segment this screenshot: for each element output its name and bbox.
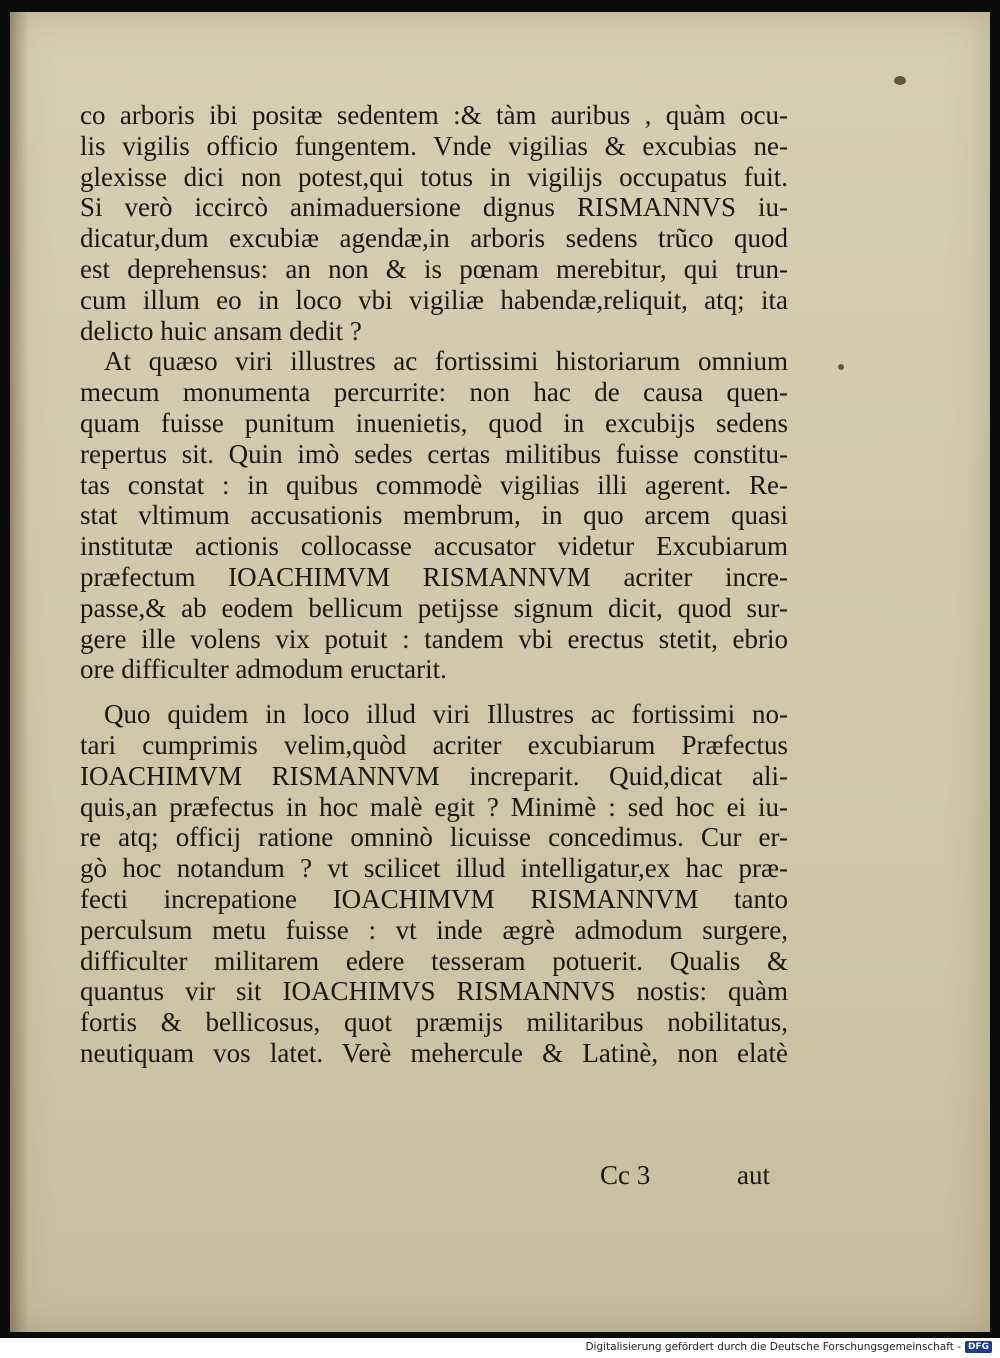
digitization-credit bbox=[585, 1341, 992, 1353]
page-gutter-shadow bbox=[10, 12, 28, 1332]
text-line: quam fuisse punitum inuenietis, quod in excubijs sedens bbox=[80, 407, 788, 438]
text-line: At quæso viri illustres ac fortissimi historiarum omnium bbox=[104, 346, 788, 377]
text-line: passe,& ab eodem bellicum petijsse signum dicit, quod sur- bbox=[80, 592, 788, 623]
text-line: gò hoc notandum ? vt scilicet illud intelligatur,ex hac præ- bbox=[80, 853, 788, 884]
catchword: aut bbox=[737, 1160, 770, 1190]
dfg-logo: DFG bbox=[965, 1341, 992, 1353]
signature-mark: Cc 3 bbox=[600, 1160, 651, 1190]
text-line: fortis & bellicosus, quot præmijs militaribus nobilitatus, bbox=[80, 1007, 788, 1038]
text-line: mecum monumenta percurrite: non hac de causa quen- bbox=[80, 377, 788, 408]
text-line: fecti increpatione IOACHIMVM RISMANNVM tanto bbox=[80, 883, 788, 914]
text-line: Si verò iccircò animaduersione dignus RISMANNVS iu- bbox=[80, 192, 788, 223]
text-line: ore difficulter admodum eructarit. bbox=[80, 654, 447, 685]
text-line: tas constat : in quibus commodè vigilias illi agerent. Re- bbox=[80, 469, 788, 500]
text-line: tari cumprimis velim,quòd acriter excubiarum Præfectus bbox=[80, 729, 788, 760]
text-line: re atq; officij ratione omninò licuisse concedimus. Cur er- bbox=[80, 822, 788, 853]
ink-dot-mark bbox=[838, 364, 844, 370]
text-line: neutiquam vos latet. Verè mehercule & Latinè, non elatè bbox=[80, 1037, 788, 1068]
text-line: IOACHIMVM RISMANNVM increparit. Quid,dicat ali- bbox=[80, 760, 788, 791]
paragraph-gap bbox=[80, 685, 788, 699]
page-text-block bbox=[80, 100, 788, 1069]
credit-text: Digitalisierung gefördert durch die Deutsche Forschungsgemeinschaft - bbox=[585, 1341, 961, 1353]
text-line: stat vltimum accusationis membrum, in quo arcem quasi bbox=[80, 500, 788, 531]
page-footer bbox=[600, 1160, 770, 1191]
text-line: institutæ actionis collocasse accusator videtur Excubiarum bbox=[80, 531, 788, 562]
ink-stain-mark bbox=[894, 76, 906, 85]
text-line: repertus sit. Quin imò sedes certas militibus fuisse constitu- bbox=[80, 438, 788, 469]
text-line: lis vigilis officio fungentem. Vnde vigilias & excubias ne- bbox=[80, 130, 788, 161]
text-line: quantus vir sit IOACHIMVS RISMANNVS nostis: quàm bbox=[80, 976, 788, 1007]
text-line: cum illum eo in loco vbi vigiliæ habendæ,reliquit, atq; ita bbox=[80, 284, 788, 315]
text-line: Quo quidem in loco illud viri Illustres ac fortissimi no- bbox=[104, 699, 788, 730]
text-line: quis,an præfectus in hoc malè egit ? Minimè : sed hoc ei iu- bbox=[80, 791, 788, 822]
text-line: co arboris ibi positæ sedentem :& tàm auribus , quàm ocu- bbox=[80, 100, 788, 130]
text-line: est deprehensus: an non & is pœnam merebitur, qui trun- bbox=[80, 253, 788, 284]
text-line: difficulter militarem edere tesseram potuerit. Qualis & bbox=[80, 945, 788, 976]
text-line: gere ille volens vix potuit : tandem vbi erectus stetit, ebrio bbox=[80, 623, 788, 654]
text-line: delicto huic ansam dedit ? bbox=[80, 315, 362, 346]
text-line: præfectum IOACHIMVM RISMANNVM acriter incre- bbox=[80, 561, 788, 592]
text-line: glexisse dici non potest,qui totus in vigilijs occupatus fuit. bbox=[80, 161, 788, 192]
text-line: perculsum metu fuisse : vt inde ægrè admodum surgere, bbox=[80, 914, 788, 945]
text-line: dicatur,dum excubiæ agendæ,in arboris sedens trũco quod bbox=[80, 223, 788, 254]
